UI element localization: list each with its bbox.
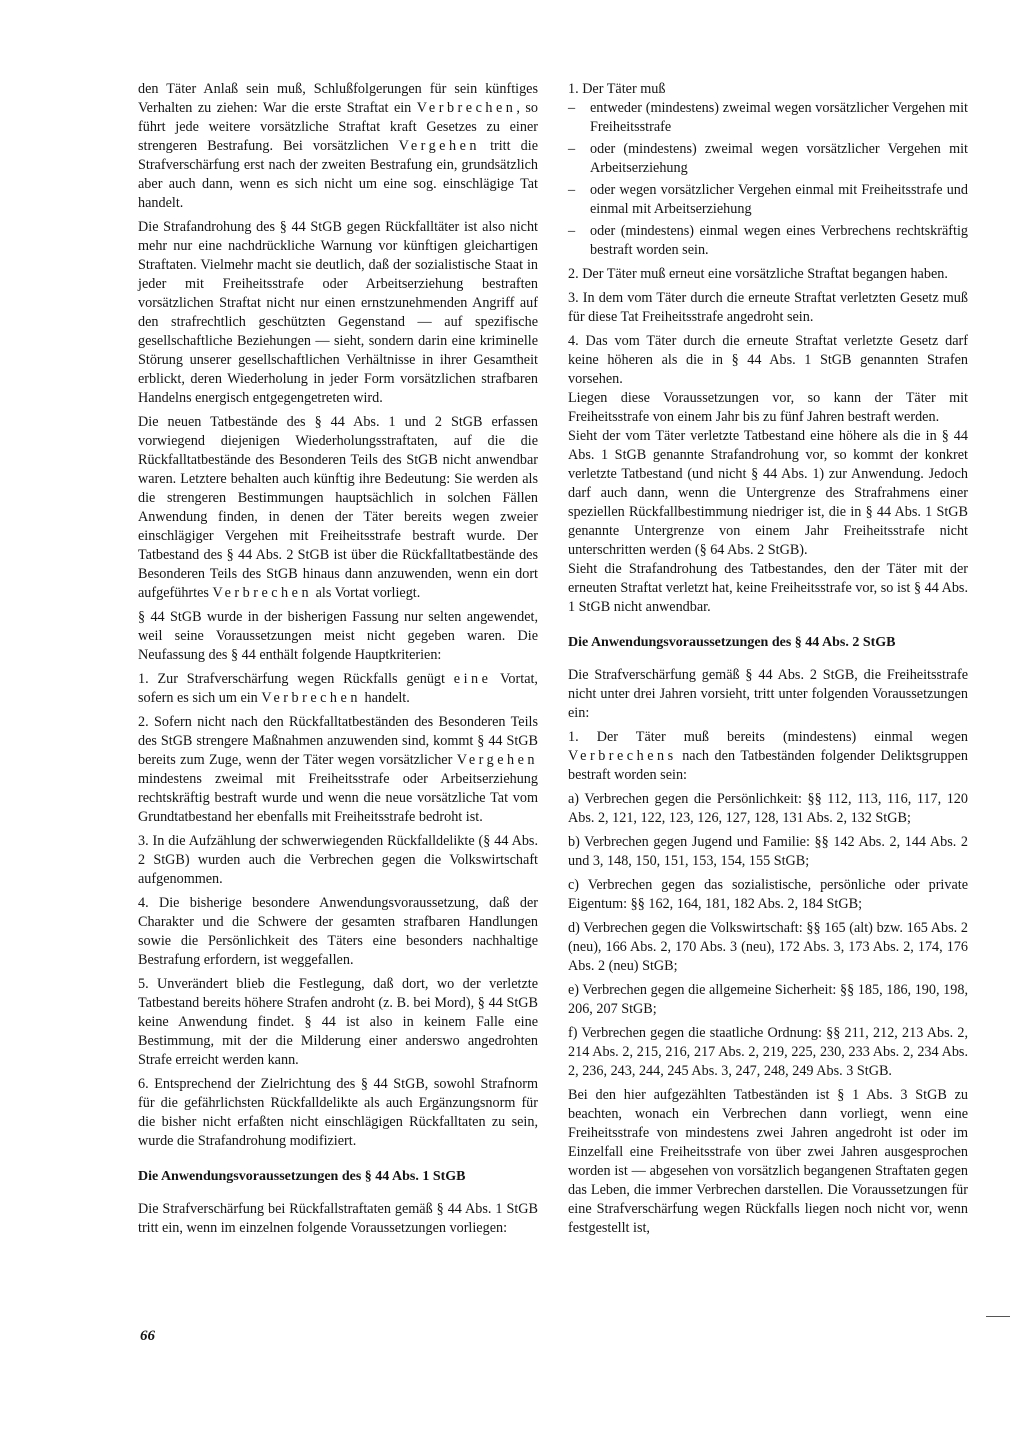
section-heading: Die Anwendungsvoraussetzungen des § 44 Abs. 1 StGB [138, 1169, 466, 1184]
list-item: 2. Sofern nicht nach den Rückfalltatbeständen des Besonderen Teils des StGB strengere Maßnahmen anzuwenden sind, kommt § 44 StGB bereits zum Zuge, wenn der Täter wegen vorsätzlicher Vergehen mindestens zweimal mit Freiheitsstrafe oder Arbeitserziehung rechtskräftig bestraft wurde und wenn die neue vorsätzliche Tat vom Grundtatbestand her ebenfalls mit Freiheitsstrafe bedroht ist. [138, 714, 538, 825]
list-item: 4. Das vom Täter durch die erneute Straftat verletzte Gesetz darf keine höheren als die in § 44 Abs. 1 StGB genannten Strafen vorsehen. [568, 333, 968, 387]
emphasis: Verbrechen [416, 100, 517, 116]
list-item: c) Verbrechen gegen das sozialistische, persönliche oder private Eigentum: §§ 162, 164, 181, 182 Abs. 2, 184 StGB; [568, 877, 968, 912]
paragraph: § 44 StGB wurde in der bisherigen Fassung nur selten angewendet, weil seine Voraussetzungen meist nicht gegeben waren. Die Neufassung des § 44 enthält folgende Hauptkriterien: [138, 609, 538, 663]
paragraph: Bei den hier aufgezählten Tatbeständen ist § 1 Abs. 3 StGB zu beachten, wonach ein Verbrechen dann vorliegt, wenn eine Freiheitsstrafe von mindestens zwei Jahren angedroht ist oder im Einzelfall eine Freiheitsstrafe von über zwei Jahren ausgesprochen worden ist — abgesehen von vorsätzlich begangenen Straftaten gegen das Leben, die immer Verbrechen darstellen. Die Voraussetzungen für eine Strafverschärfung wegen Rückfalls liegen noch nicht vor, wenn festgestellt ist, [568, 1087, 968, 1236]
section-heading: Die Anwendungsvoraussetzungen des § 44 Abs. 2 StGB [568, 635, 896, 650]
emphasis: Verbrechen [261, 690, 361, 706]
right-column [568, 80, 968, 1243]
emphasis: eine [453, 671, 492, 687]
list-item: 2. Der Täter muß erneut eine vorsätzliche Straftat begangen haben. [568, 266, 948, 282]
list-item: 4. Die bisherige besondere Anwendungsvoraussetzung, daß der Charakter und die Schwere der gesamten strafbaren Handlungen sowie die Persönlichkeit des Täters eine besonders nachhaltige Bestrafung erfordern, ist weggefallen. [138, 895, 538, 968]
emphasis: Vergehen [398, 138, 480, 154]
margin-mark [986, 1316, 1010, 1317]
emphasis: Verbrechen [212, 585, 313, 601]
paragraph: Sieht die Strafandrohung des Tatbestandes, den der Täter mit der erneuten Straftat verletzt hat, keine Freiheitsstrafe vor, so ist § 44 Abs. 1 StGB nicht anwendbar. [568, 561, 968, 615]
list-item: f) Verbrechen gegen die staatliche Ordnung: §§ 211, 212, 213 Abs. 2, 214 Abs. 2, 215, 216, 217 Abs. 2, 219, 225, 230, 233 Abs. 2, 234 Abs. 2, 236, 243, 244, 245 Abs. 3, 247, 248, 249 Abs. 3 StGB. [568, 1025, 968, 1079]
page-number: 66 [140, 1328, 155, 1344]
list-item: 3. In dem vom Täter durch die erneute Straftat verletzten Gesetz muß für diese Tat Freiheitsstrafe angedroht sein. [568, 290, 968, 325]
emphasis: Vergehen [456, 752, 538, 768]
paragraph: Die Strafverschärfung bei Rückfallstraftaten gemäß § 44 Abs. 1 StGB tritt ein, wenn im einzelnen folgende Voraussetzungen vorliegen: [138, 1201, 538, 1236]
list-item: 1. Der Täter muß bereits (mindestens) einmal wegen Verbrechens nach den Tatbeständen folgender Deliktsgruppen bestraft worden sein: [568, 729, 968, 783]
list-item: 5. Unverändert blieb die Festlegung, daß dort, wo der verletzte Tatbestand bereits höhere Strafen androht (z. B. bei Mord), § 44 StGB keine Anwendung findet. § 44 ist also in keinem Falle eine Bestimmung, mit der die Milderung einer anderswo angedrohten Strafe erreicht werden kann. [138, 976, 538, 1068]
list-item: 1. Zur Strafverschärfung wegen Rückfalls genügt eine Vortat, sofern es sich um ein Verbrechen handelt. [138, 671, 538, 706]
paragraph: Die Strafverschärfung gemäß § 44 Abs. 2 StGB, die Freiheitsstrafe nicht unter drei Jahren vorsieht, tritt unter folgenden Voraussetzungen ein: [568, 667, 968, 721]
list-item: a) Verbrechen gegen die Persönlichkeit: §§ 112, 113, 116, 117, 120 Abs. 2, 121, 122, 123, 126, 127, 128, 131 Abs. 2, 132 StGB; [568, 791, 968, 826]
paragraph: Die Strafandrohung des § 44 StGB gegen Rückfalltäter ist also nicht mehr nur eine nachdrückliche Warnung vor künftigen gleichartigen Straftaten. Vielmehr macht sie deutlich, daß der sozialistische Staat in jeder mit Freiheitsstrafe oder Arbeitserziehung bestraften vorsätzlichen Straftat nicht nur einen ernstzunehmenden Angriff auf den strafrechtlich geschützten Gegenstand — auf spezifische gesellschaftliche Beziehungen — sieht, sondern darin eine kriminelle Störung unserer gesellschaftlichen Verhältnisse in ihrer Gesamtheit erblickt, deren Wiederholung in jeder Form vorsätzlichen strafbaren Handelns energisch entgegengetreten wird. [138, 219, 538, 406]
emphasis: Verbrechens [568, 748, 677, 764]
list-item: b) Verbrechen gegen Jugend und Familie: §§ 142 Abs. 2, 144 Abs. 2 und 3, 148, 150, 151, 153, 154, 155 StGB; [568, 834, 968, 869]
dash-item: – oder (mindestens) einmal wegen eines Verbrechens rechtskräftig bestraft worden sein. [568, 222, 968, 260]
paragraph: den Täter Anlaß sein muß, Schlußfolgerungen für sein künftiges Verhalten zu ziehen: War die erste Straftat ein Verbrechen, so führt jede weitere vorsätzliche Straftat kraft Gesetzes zu einer strengeren Bestrafung. Bei vorsätzlichen Vergehen tritt die Strafverschärfung erst nach der zweiten Bestrafung ein, grundsätzlich aber auch dann, wenn es sich nicht um eine sog. einschlägige Tat handelt. [138, 81, 539, 211]
dash-item: – entweder (mindestens) zweimal wegen vorsätzlicher Vergehen mit Freiheitsstrafe [568, 99, 968, 137]
list-item: e) Verbrechen gegen die allgemeine Sicherheit: §§ 185, 186, 190, 198, 206, 207 StGB; [568, 982, 968, 1017]
dash-item: – oder wegen vorsätzlicher Vergehen einmal mit Freiheitsstrafe und einmal mit Arbeitserziehung [568, 181, 968, 219]
list-item: 6. Entsprechend der Zielrichtung des § 44 StGB, sowohl Strafnorm für die gefährlichsten Rückfalldelikte als auch Ergänzungsnorm für die bisher nicht erfaßten nicht einschlägigen Rückfalltaten zu sein, wurde die Strafandrohung modifiziert. [138, 1076, 538, 1149]
list-item: 3. In die Aufzählung der schwerwiegenden Rückfalldelikte (§ 44 Abs. 2 StGB) wurden auch die Verbrechen gegen die Volkswirtschaft aufgenommen. [138, 833, 538, 887]
paragraph: Sieht der vom Täter verletzte Tatbestand eine höhere als die in § 44 Abs. 1 StGB genannte Strafandrohung vor, so kommt der konkret verletzte Tatbestand (und nicht § 44 Abs. 1) zur Anwendung. Jedoch darf auch dann, wenn die Untergrenze des Strafrahmens einer speziellen Rückfallbestimmung niedriger ist, die in § 44 Abs. 1 StGB genannte Untergrenze von einem Jahr Freiheitsstrafe nicht unterschritten werden (§ 64 Abs. 2 StGB). [568, 428, 968, 558]
list-item: 1. Der Täter muß [568, 81, 666, 97]
dash-item: – oder (mindestens) zweimal wegen vorsätzlicher Vergehen mit Arbeitserziehung [568, 140, 968, 178]
paragraph: Liegen diese Voraussetzungen vor, so kann der Täter mit Freiheitsstrafe von einem Jahr bis zu fünf Jahren bestraft werden. [568, 390, 968, 425]
left-column [138, 80, 538, 1243]
dash-list [568, 99, 968, 260]
paragraph: Die neuen Tatbestände des § 44 Abs. 1 und 2 StGB erfassen vorwiegend diejenigen Wiederholungsstraftaten, auf die die Rückfalltatbestände des Besonderen Teils des StGB nicht anwendbar waren. Letztere behalten auch künftig ihre Bedeutung: Sie werden als die strengeren Bestimmungen hauptsächlich in solchen Fällen Anwendung finden, in denen der Täter bereits wegen zweier einschlägiger Vergehen mit Freiheitsstrafe bestraft wurde. Der Tatbestand des § 44 Abs. 2 StGB ist über die Rückfalltatbestände des Besonderen Teils des StGB hinaus dann anzuwenden, wenn ein dort aufgeführtes Verbrechen als Vortat vorliegt. [138, 414, 538, 601]
list-item: d) Verbrechen gegen die Volkswirtschaft: §§ 165 (alt) bzw. 165 Abs. 2 (neu), 166 Abs. 2, 170 Abs. 3 (neu), 172 Abs. 3, 173 Abs. 2, 174, 176 Abs. 2 (neu) StGB; [568, 920, 968, 974]
